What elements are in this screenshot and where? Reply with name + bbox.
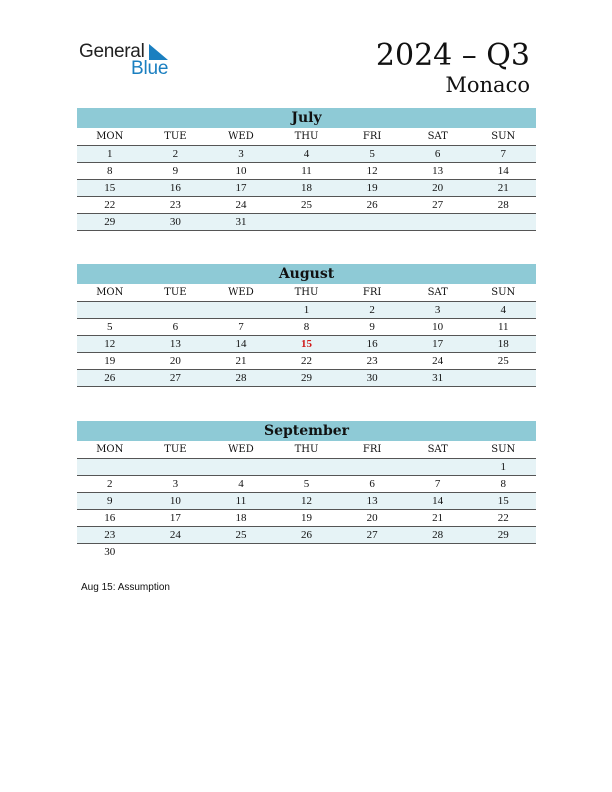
- day-cell: 21: [497, 182, 509, 194]
- day-cell: 16: [169, 182, 181, 194]
- day-cell: 12: [366, 165, 378, 177]
- weekday-label: MON: [96, 444, 124, 455]
- weekday-label: MON: [96, 287, 124, 298]
- weekday-label: SAT: [427, 444, 448, 455]
- day-cell: 22: [301, 355, 313, 367]
- day-cell: 1: [107, 148, 113, 160]
- day-cell: 26: [366, 199, 378, 211]
- day-cell: 16: [366, 338, 378, 350]
- day-cell: 4: [500, 304, 506, 316]
- page-title: 2024 – Q3: [375, 38, 530, 73]
- week-row: [77, 353, 536, 370]
- day-cell: 25: [235, 529, 247, 541]
- weekday-label: SAT: [427, 287, 448, 298]
- day-cell: 7: [500, 148, 506, 160]
- weekday-header-row: [77, 284, 536, 302]
- month-header: September: [77, 421, 536, 441]
- day-cell: 7: [238, 321, 244, 333]
- day-cell: 13: [169, 338, 181, 350]
- day-cell: 24: [432, 355, 444, 367]
- day-cell: 17: [235, 182, 247, 194]
- country-name: Monaco: [445, 73, 530, 97]
- day-cell: 30: [366, 372, 378, 384]
- week-row: [77, 197, 536, 214]
- day-cell: 26: [104, 372, 116, 384]
- day-cell: 11: [497, 321, 509, 333]
- week-row: [77, 459, 536, 476]
- month-header: July: [77, 108, 536, 128]
- day-cell: 20: [366, 512, 378, 524]
- day-cell: 16: [104, 512, 116, 524]
- week-row: [77, 319, 536, 336]
- day-cell: 27: [432, 199, 444, 211]
- week-row: [77, 336, 536, 353]
- week-row: [77, 493, 536, 510]
- day-cell: 30: [169, 216, 181, 228]
- weekday-label: THU: [294, 131, 319, 142]
- weekday-label: FRI: [362, 444, 382, 455]
- day-cell: 11: [235, 495, 247, 507]
- day-cell: [77, 459, 143, 475]
- day-cell: 29: [301, 372, 313, 384]
- day-cell: 21: [432, 512, 444, 524]
- weekday-label: SUN: [491, 444, 516, 455]
- weekday-header-row: [77, 128, 536, 146]
- day-cell: 5: [303, 478, 310, 490]
- day-cell: 23: [169, 199, 181, 211]
- day-cell: [405, 214, 471, 230]
- day-cell: [470, 544, 536, 561]
- week-row: [77, 370, 536, 387]
- day-cell: [143, 302, 209, 318]
- day-cell: 2: [369, 304, 375, 316]
- day-cell: 4: [303, 148, 310, 160]
- month-calendar-july: [77, 108, 536, 231]
- day-cell: 12: [104, 338, 116, 350]
- generalblue-logo: [79, 41, 179, 81]
- day-cell: [405, 544, 471, 561]
- day-cell: [470, 370, 536, 386]
- day-cell: 25: [301, 199, 313, 211]
- day-cell: 14: [432, 495, 444, 507]
- day-cell: 19: [301, 512, 313, 524]
- month-calendar-september: [77, 421, 536, 561]
- day-cell: [339, 214, 405, 230]
- day-cell: 8: [303, 321, 310, 333]
- weekday-label: SAT: [427, 131, 448, 142]
- weekday-label: FRI: [362, 131, 382, 142]
- day-cell: [143, 459, 209, 475]
- day-cell: 31: [235, 216, 247, 228]
- day-cell: 12: [301, 495, 313, 507]
- weekday-label: TUE: [164, 131, 187, 142]
- weekday-label: FRI: [362, 287, 382, 298]
- day-cell: 28: [235, 372, 247, 384]
- day-cell: 24: [169, 529, 181, 541]
- day-cell: [208, 459, 274, 475]
- week-row: [77, 302, 536, 319]
- day-cell: [208, 302, 274, 318]
- day-cell: [143, 544, 209, 561]
- day-cell: 19: [366, 182, 378, 194]
- day-cell: 20: [169, 355, 181, 367]
- day-cell: 3: [172, 478, 179, 490]
- day-cell: 3: [434, 304, 441, 316]
- day-cell: 6: [369, 478, 375, 490]
- day-cell: 13: [432, 165, 444, 177]
- week-row: [77, 146, 536, 163]
- day-cell: [77, 302, 143, 318]
- day-cell: [339, 459, 405, 475]
- day-cell: [274, 544, 340, 561]
- week-row: [77, 214, 536, 231]
- day-cell: 27: [169, 372, 181, 384]
- day-cell: 29: [497, 529, 509, 541]
- day-cell: [274, 214, 340, 230]
- day-cell: [405, 459, 471, 475]
- weekday-label: SUN: [491, 287, 516, 298]
- weekday-label: TUE: [164, 444, 187, 455]
- month-calendar-august: [77, 264, 536, 387]
- day-cell: 21: [235, 355, 247, 367]
- week-row: [77, 163, 536, 180]
- day-cell: 14: [497, 165, 509, 177]
- day-cell: 18: [497, 338, 509, 350]
- day-cell: 4: [238, 478, 244, 490]
- weekday-label: THU: [294, 287, 319, 298]
- holiday-note: Aug 15: Assumption: [81, 582, 170, 593]
- day-cell: 27: [366, 529, 378, 541]
- day-cell: 6: [172, 321, 179, 333]
- day-cell: 24: [235, 199, 247, 211]
- weekday-label: WED: [228, 444, 254, 455]
- day-cell: 8: [500, 478, 506, 490]
- day-cell: 17: [169, 512, 181, 524]
- weekday-label: TUE: [164, 287, 187, 298]
- day-cell: 5: [369, 148, 375, 160]
- week-row: [77, 180, 536, 197]
- day-cell: 28: [497, 199, 509, 211]
- day-cell: 18: [235, 512, 247, 524]
- day-cell: 10: [169, 495, 181, 507]
- day-cell: 1: [500, 461, 506, 473]
- day-cell: 14: [235, 338, 247, 350]
- day-cell: 9: [172, 165, 179, 177]
- weekday-label: WED: [228, 131, 254, 142]
- week-row: [77, 476, 536, 493]
- day-cell: 31: [432, 372, 444, 384]
- day-cell: 2: [172, 148, 179, 160]
- day-cell: 22: [497, 512, 509, 524]
- day-cell: 7: [434, 478, 441, 490]
- day-cell: 11: [301, 165, 312, 177]
- weekday-label: MON: [96, 131, 124, 142]
- day-cell: 30: [104, 546, 116, 558]
- day-cell: [339, 544, 405, 561]
- day-cell: 18: [301, 182, 313, 194]
- day-cell: 26: [301, 529, 313, 541]
- weekday-label: THU: [294, 444, 319, 455]
- day-cell: 28: [432, 529, 444, 541]
- day-cell: 15: [104, 182, 116, 194]
- day-cell: 19: [104, 355, 116, 367]
- day-cell: 6: [434, 148, 441, 160]
- month-header: August: [77, 264, 536, 284]
- day-cell: 8: [107, 165, 113, 177]
- logo-general-text: General: [79, 41, 145, 62]
- day-cell: 23: [366, 355, 378, 367]
- day-cell: 10: [432, 321, 444, 333]
- day-cell: 1: [303, 304, 310, 316]
- week-row: [77, 527, 536, 544]
- weekday-label: SUN: [491, 131, 516, 142]
- day-cell: 10: [235, 165, 247, 177]
- logo-blue-text: Blue: [131, 58, 169, 79]
- day-cell: 22: [104, 199, 116, 211]
- day-cell: 25: [497, 355, 509, 367]
- day-cell: 9: [107, 495, 113, 507]
- day-cell: [274, 459, 340, 475]
- day-cell: 29: [104, 216, 116, 228]
- day-cell: [208, 544, 274, 561]
- day-cell: 3: [238, 148, 244, 160]
- day-cell: 5: [107, 321, 113, 333]
- day-cell: 20: [432, 182, 444, 194]
- day-cell: [470, 214, 536, 230]
- weekday-header-row: [77, 441, 536, 459]
- day-cell: 2: [107, 478, 113, 490]
- holiday-day-cell: 15: [301, 338, 313, 350]
- day-cell: 23: [104, 529, 116, 541]
- week-row: [77, 544, 536, 561]
- week-row: [77, 510, 536, 527]
- day-cell: 15: [497, 495, 509, 507]
- weekday-label: WED: [228, 287, 254, 298]
- day-cell: 9: [369, 321, 375, 333]
- day-cell: 13: [366, 495, 378, 507]
- day-cell: 17: [432, 338, 444, 350]
